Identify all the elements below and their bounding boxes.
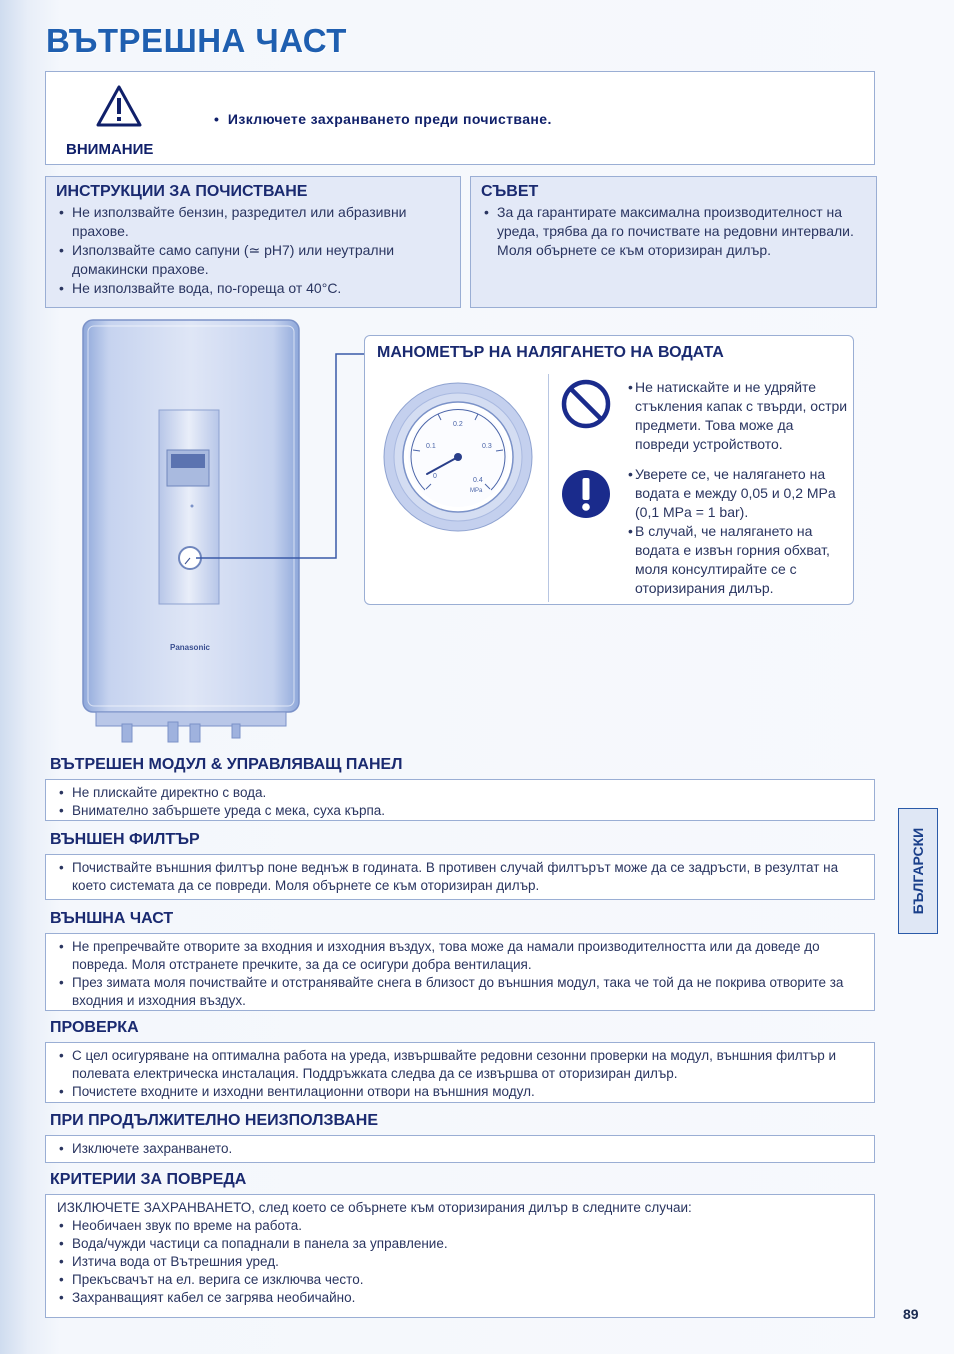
list-item: • С цел осигуряване на оптимална работа на уреда, извършвайте редовни сезонни проверки на модул, външния филтър и полевата електрическа инсталация. Поддръжката следва да се извършва от оторизиран дилър.: [54, 1047, 866, 1083]
mandatory-exclamation-icon: [560, 468, 612, 520]
gauge-unit-label: MPa: [470, 488, 483, 494]
water-pressure-gauge-panel: [364, 335, 854, 605]
warning-triangle-icon: [96, 84, 142, 128]
language-tab: [898, 808, 938, 934]
warning-text: • Изключете захранването преди почистване.: [214, 111, 552, 127]
list-item: • Не препречвайте отворите за входния и изходния въздух, това може да намали производителността или да доведе до повреда. Моля отстранете пречките, за да се осигури добра вентилация.: [54, 938, 866, 974]
cleaning-panel: [45, 176, 461, 308]
list-item: • Изключете захранването.: [54, 1140, 866, 1158]
warning-label: ВНИМАНИЕ: [66, 141, 154, 158]
section-title-nonuse: ПРИ ПРОДЪЛЖИТЕЛНО НЕИЗПОЛЗВАНЕ: [50, 1112, 379, 1129]
callout-connector: [196, 350, 368, 562]
language-tab-label: БЪЛГАРСКИ: [910, 827, 926, 915]
list-item: • Не използвайте бензин, разредител или абразивни прахове.: [54, 203, 452, 241]
gauge-title: МАНОМЕТЪР НА НАЛЯГАНЕТО НА ВОДАТА: [377, 344, 724, 361]
section-filter: [45, 854, 875, 900]
section-outdoor: [45, 933, 875, 1011]
divider: [548, 374, 549, 602]
gauge-tick-label: 0.2: [453, 421, 463, 428]
warning-box: [45, 71, 875, 165]
list-item: • Внимателно забършете уреда с мека, суха кърпа.: [54, 802, 866, 820]
list-item: • В случай, че налягането на водата е извън горния обхват, моля консултирайте се с оторизирания дилър.: [623, 522, 851, 598]
list-item: • През зимата моля почиствайте и отстранявайте снега в близост до външния модул, така че той да не покрива отворите за входния и изходния въздух.: [54, 974, 866, 1010]
list-item: • За да гарантирате максимална производителност на уреда, трябва да го почиствате на редовни интервали. Моля обърнете се към оторизиран дилър.: [479, 203, 868, 260]
list-item: • Захранващият кабел се загрява необичайно.: [54, 1289, 866, 1307]
list-item: • Почистете входните и изходни вентилационни отвори на външния модул.: [54, 1083, 866, 1101]
gauge-tick-label: 0.1: [426, 443, 436, 450]
section-title-fault: КРИТЕРИИ ЗА ПОВРЕДА: [50, 1171, 247, 1188]
gauge-tick-label: 0: [433, 473, 437, 480]
cleaning-title: ИНСТРУКЦИИ ЗА ПОЧИСТВАНЕ: [56, 183, 308, 200]
caution-text: [623, 465, 851, 598]
section-title-indoor: ВЪТРЕШЕН МОДУЛ & УПРАВЛЯВАЩ ПАНЕЛ: [50, 756, 403, 773]
list-item: • Използвайте само сапуни (≃ pH7) или неутрални домакински прахове.: [54, 241, 452, 279]
list-item: • Не използвайте вода, по-гореща от 40°C.: [54, 279, 452, 298]
prohibit-icon: [560, 378, 612, 430]
section-title-outdoor: ВЪНШНА ЧАСТ: [50, 910, 174, 927]
section-title-filter: ВЪНШЕН ФИЛТЪР: [50, 831, 200, 848]
fault-intro: ИЗКЛЮЧЕТЕ ЗАХРАНВАНЕТО, след което се обърнете към оторизирания дилър в следните случаи:: [57, 1200, 692, 1215]
brand-logo: Panasonic: [169, 643, 211, 652]
list-item: • Уверете се, че налягането на водата е между 0,05 и 0,2 MPa (0,1 MPa = 1 bar).: [623, 465, 851, 522]
list-item: • Не плискайте директно с вода.: [54, 784, 866, 802]
pressure-gauge-illustration: [383, 382, 533, 532]
list-item: • Изтича вода от Вътрешния уред.: [54, 1253, 866, 1271]
tip-title: СЪВЕТ: [481, 183, 539, 200]
section-nonuse: [45, 1135, 875, 1163]
list-item: • Не натискайте и не удряйте стъкления капак с твърди, остри предмети. Това може да повреди устройството.: [623, 378, 851, 454]
prohibit-text: [623, 378, 851, 454]
list-item: • Почиствайте външния филтър поне веднъж в годината. В противен случай филтърът може да се задръсти, в резултат на което системата да се повреди. Моля обърнете се към оторизиран дилър.: [54, 859, 842, 895]
section-title-check: ПРОВЕРКА: [50, 1019, 139, 1036]
section-indoor: [45, 779, 875, 821]
tip-panel: [470, 176, 877, 308]
gauge-tick-label: 0.4: [473, 477, 483, 484]
gauge-tick-label: 0.3: [482, 443, 492, 450]
page-title: ВЪТРЕШНА ЧАСТ: [46, 22, 347, 59]
list-item: • Вода/чужди частици са попаднали в панела за управление.: [54, 1235, 866, 1253]
list-item: • Прекъсвачът на ел. верига се изключва често.: [54, 1271, 866, 1289]
list-item: • Необичаен звук по време на работа.: [54, 1217, 866, 1235]
page-number: 89: [903, 1306, 919, 1322]
section-check: [45, 1042, 875, 1103]
section-fault: [45, 1194, 875, 1318]
